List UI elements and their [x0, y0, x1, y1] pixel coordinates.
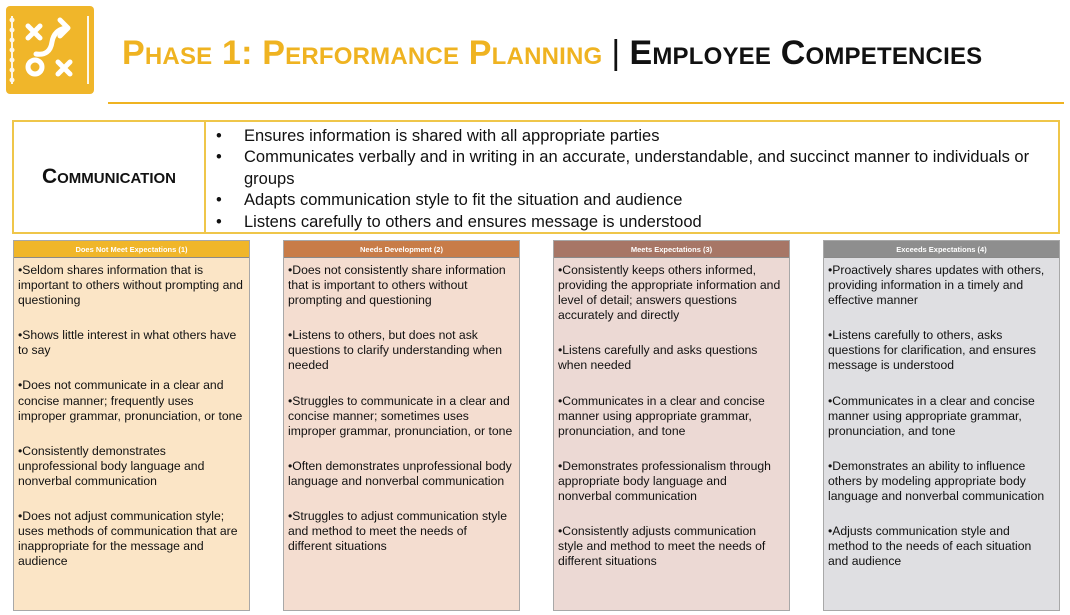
behavior-item: •Proactively shares updates with others, providing information in a timely and effective manner [828, 263, 1045, 308]
competency-description-list [212, 126, 1052, 233]
level-header: Meets Expectations (3) [554, 241, 789, 258]
header-divider [108, 102, 1064, 104]
behavior-item: •Adjusts communication style and method to the needs of each situation and audience [828, 524, 1032, 569]
behavior-item: •Listens to others, but does not ask questions to clarify understanding when needed [288, 328, 503, 373]
competency-bullet: • Listens carefully to others and ensures message is understood [212, 212, 1052, 233]
behavior-item: •Consistently keeps others informed, providing the appropriate information and level of detail; answers questions accurately and directly [558, 263, 781, 323]
level-column-needs-development [283, 240, 520, 611]
competency-box [12, 120, 1060, 234]
level-column-exceeds [823, 240, 1060, 611]
behavior-item: •Shows little interest in what others have to say [18, 328, 237, 358]
competency-bullet: • Adapts communication style to fit the situation and audience [212, 190, 1052, 211]
level-header: Does Not Meet Expectations (1) [14, 241, 249, 258]
behavior-item: •Does not adjust communication style; uses methods of communication that are inappropriate for the message and audience [18, 509, 238, 569]
title-separator: | [611, 34, 621, 72]
competency-name: Communication [14, 122, 206, 232]
behavior-item: •Struggles to adjust communication style and method to meet the needs of different situations [288, 509, 508, 554]
behavior-item: •Communicates in a clear and concise manner using appropriate grammar, pronunciation, and tone [828, 393, 1035, 438]
competency-bullet: • Communicates verbally and in writing in an accurate, understandable, and succinct manner to individuals or groups [212, 147, 1052, 190]
behavior-item: •Demonstrates an ability to influence others by modeling appropriate body language and nonverbal communication [828, 458, 1045, 504]
behavior-item: •Does not consistently share information that is important to others without prompting and questioning [288, 263, 506, 308]
behavior-item: •Listens carefully to others, asks questions for clarification, and ensures message is understood [828, 328, 1036, 373]
behavior-item: •Seldom shares information that is important to others without prompting and questioning [18, 263, 243, 308]
title-phase: Phase 1: Performance Planning [122, 34, 603, 72]
behavior-item: •Consistently demonstrates unprofessional body language and nonverbal communication [18, 443, 205, 488]
behavior-item: •Communicates in a clear and concise manner using appropriate grammar, pronunciation, and tone [558, 393, 765, 438]
behavior-item: •Often demonstrates unprofessional body language and nonverbal communication [288, 458, 512, 488]
level-header: Exceeds Expectations (4) [824, 241, 1059, 258]
behavior-item: •Demonstrates professionalism through appropriate body language and nonverbal communication [558, 458, 771, 504]
level-column-does-not-meet [13, 240, 250, 611]
behavior-item: •Consistently adjusts communication style and method to meet the needs of different situations [558, 524, 766, 569]
behavior-item: •Struggles to communicate in a clear and concise manner; sometimes uses improper grammar, pronunciation, or tone [288, 393, 513, 438]
page-title [122, 34, 982, 76]
behavior-item: •Listens carefully and asks questions when needed [558, 343, 758, 373]
title-subtitle: Employee Competencies [629, 34, 983, 72]
behavior-item: •Does not communicate in a clear and concise manner; frequently uses improper grammar, pronunciation, or tone [18, 378, 243, 423]
competency-bullet: • Ensures information is shared with all appropriate parties [212, 126, 1052, 147]
level-column-meets [553, 240, 790, 611]
level-header: Needs Development (2) [284, 241, 519, 258]
tactics-play-icon [6, 6, 94, 94]
